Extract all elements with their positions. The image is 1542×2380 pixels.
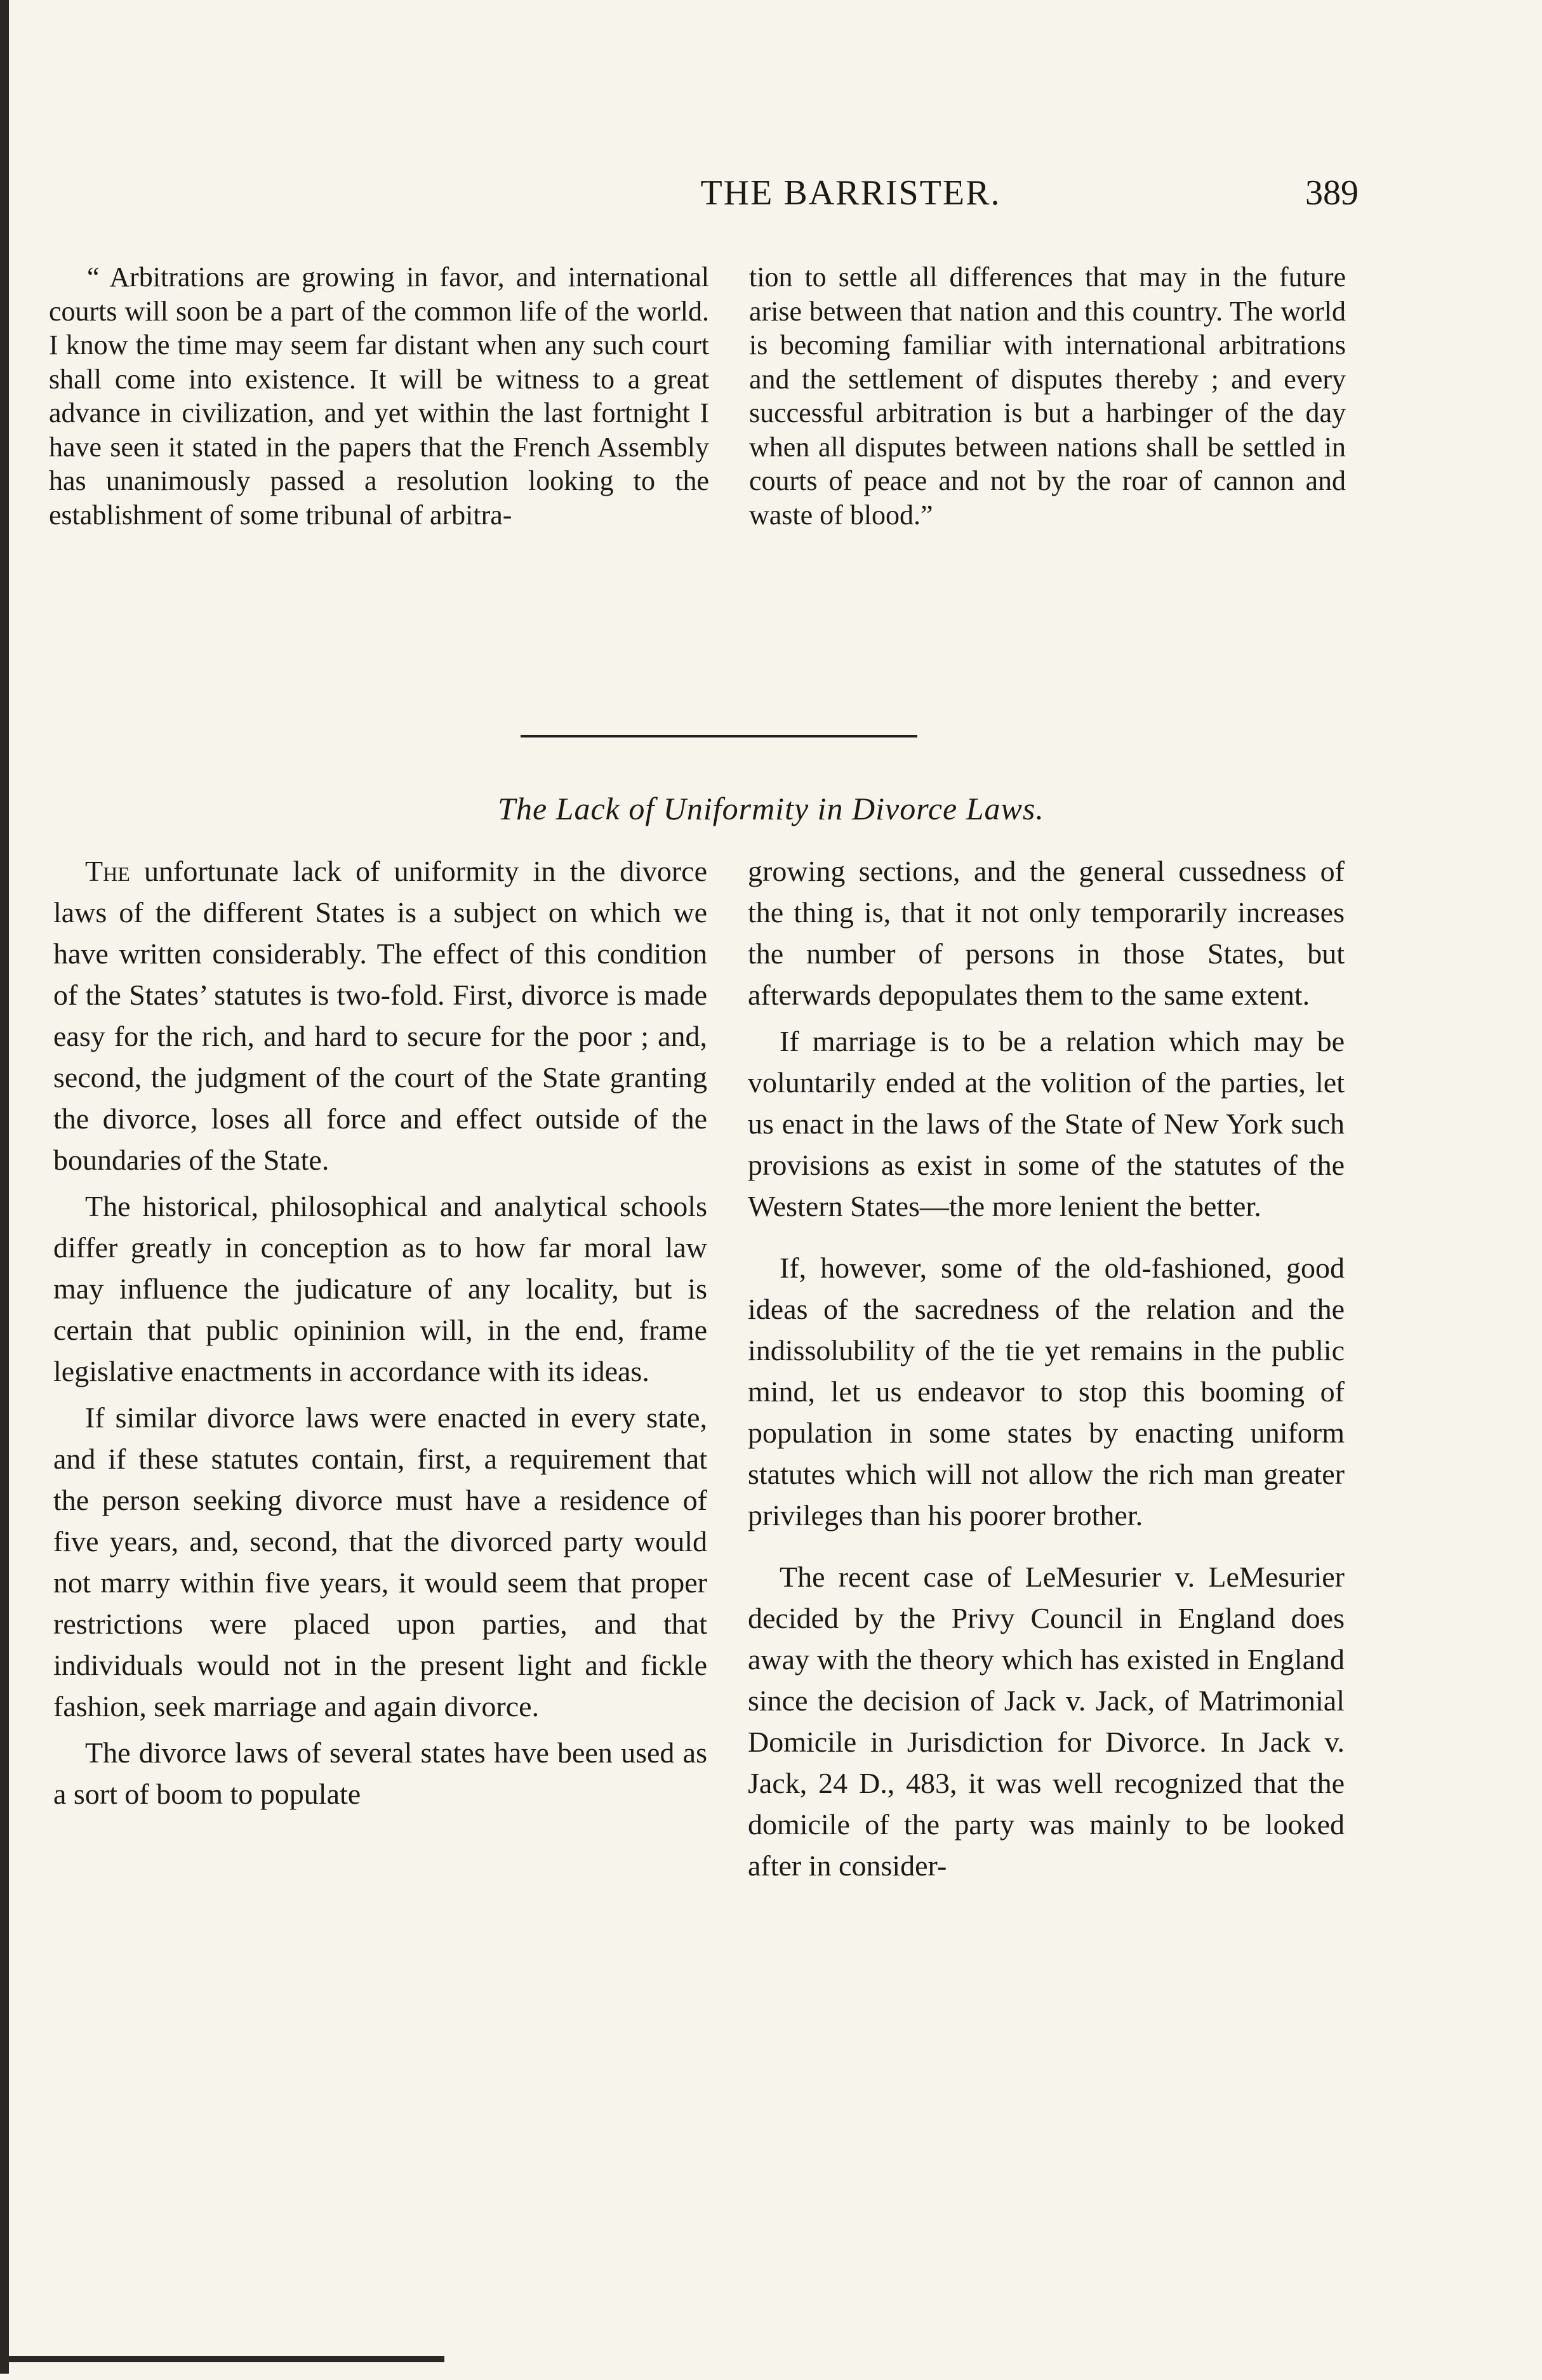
quote-column-left bbox=[49, 260, 709, 532]
article-paragraph bbox=[53, 850, 707, 1180]
article-paragraph: growing sections, and the general cussedness of the thing is, that it not only temporarily increases the number of persons in those States, but afterwards depopulates them to the same extent. bbox=[748, 855, 1345, 1011]
section-divider bbox=[521, 735, 917, 737]
quote-column-right bbox=[749, 260, 1346, 532]
article-paragraph: If, however, some of the old-fashioned, good ideas of the sacredness of the relation and the indissolubility of the tie yet remains in the public mind, let us endeavor to stop this booming of population in some states by enacting uniform statutes which will not allow the rich man greater privileges than his poorer brother. bbox=[748, 1252, 1345, 1531]
lead-word: The bbox=[85, 855, 130, 887]
paragraph-text: unfortunate lack of uniformity in the divorce laws of the different States is a subject on which we have written considerably. The effect of this condition of the States’ statutes is two-fold. First, divorce is made easy for the rich, and hard to secure for the poor ; and, second, the judgment of the court of the State granting the divorce, loses all force and effect outside of the boundaries of the State. bbox=[53, 855, 707, 1176]
quote-text-right: tion to settle all differences that may in the future arise between that nation and this country. The world is becoming familiar with international arbitrations and the settlement of disputes thereby ; and every successful arbitration is but a harbinger of the day when all disputes between nations shall be settled in courts of peace and not by the roar of cannon and waste of blood.” bbox=[749, 261, 1346, 531]
page-bottom-shadow bbox=[0, 2356, 444, 2362]
article-paragraph: The historical, philosophical and analytical schools differ greatly in conception as to how far moral law may influence the judicature of any locality, but is certain that public opininion will, in the end, frame legislative enactments in accordance with its ideas. bbox=[53, 1190, 707, 1387]
article-paragraph: If marriage is to be a relation which may be voluntarily ended at the volition of the parties, let us enact in the laws of the State of New York such provisions as exist in some of the statutes of the Western States—the more lenient the better. bbox=[748, 1025, 1345, 1222]
quote-text-left: “ Arbitrations are growing in favor, and international courts will soon be a part of the common life of the world. I know the time may seem far distant when any such court shall come into existence. It will be witness to a great advance in civilization, and yet within the last fortnight I have seen it stated in the papers that the French Assembly has unanimously passed a resolution looking to the establishment of some tribunal of arbitra- bbox=[49, 261, 709, 531]
page-number: 389 bbox=[1305, 173, 1359, 213]
article-paragraph: The recent case of LeMesurier v. LeMesurier decided by the Privy Council in England does away with the theory which has existed in England since the decision of Jack v. Jack, of Matrimonial Domicile in Jurisdiction for Divorce. In Jack v. Jack, 24 D., 483, it was well recognized that the domicile of the party was mainly to be looked after in consider- bbox=[748, 1561, 1345, 1882]
running-title: THE BARRISTER. bbox=[700, 173, 1001, 213]
running-header bbox=[495, 173, 1359, 217]
article-paragraph: If similar divorce laws were enacted in every state, and if these statutes contain, first, a requirement that the person seeking divorce must have a residence of five years, and, second, that the divorced party would not marry within five years, it would seem that proper restrictions were placed upon parties, and that individuals would not in the present light and fickle fashion, seek marriage and again divorce. bbox=[53, 1401, 707, 1722]
article-column-left bbox=[53, 850, 707, 1820]
article-title: The Lack of Uniformity in Divorce Laws. bbox=[498, 791, 1044, 826]
article-column-right bbox=[748, 850, 1345, 1907]
page-edge-shadow bbox=[0, 0, 9, 2374]
article-paragraph: The divorce laws of several states have been used as a sort of boom to populate bbox=[53, 1736, 707, 1810]
